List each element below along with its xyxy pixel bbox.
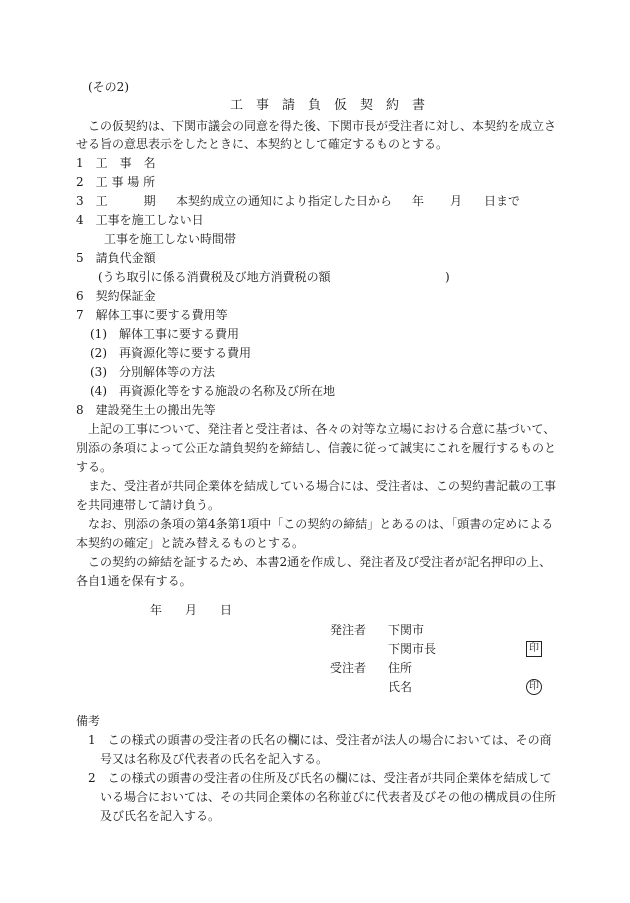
body-p2-line-1: また、受注者が共同企業体を結成している場合には、受注者は、この契約書記載の工事 — [88, 479, 557, 493]
item-demolition-cost-3: (3) 分別解体等の方法 — [90, 365, 215, 379]
contractor-name-label: 氏名 — [388, 680, 413, 694]
intro-line-2: せる旨の意思表示をしたときに、本契約として確定するものとする。 — [76, 137, 449, 151]
item-tax-amount: (うち取引に係る消費税及び地方消費税の額 — [98, 270, 331, 284]
item-period-year: 年 — [412, 194, 425, 208]
note-2-line-3: 及び氏名を記入する。 — [100, 809, 221, 823]
contractor-address-label: 住所 — [388, 661, 413, 675]
body-p2-line-2: を共同連帯して請け負う。 — [76, 498, 221, 512]
item-period-label: 3 工 期 — [76, 194, 156, 208]
note-2-line-2: いる場合においては、その共同企業体の名称並びに代表者及びその他の構成員の住所 — [100, 790, 557, 804]
orderer-name-2: 下関市長 — [388, 642, 437, 656]
item-contract-deposit: 6 契約保証金 — [76, 289, 156, 303]
body-p3-line-1: なお、別添の条項の第4条第1項中「この契約の締結」とあるのは、「頭書の定めによる — [88, 517, 554, 531]
item-demolition-cost-2: (2) 再資源化等に要する費用 — [90, 346, 251, 360]
item-period-day: 日まで — [484, 194, 521, 208]
form-number-label: (その2) — [88, 80, 129, 94]
item-period-month: 月 — [450, 194, 463, 208]
note-1-line-2: 号又は名称及び代表者の氏名を記入する。 — [100, 752, 329, 766]
body-p1-line-2: 別添の条項によって公正な請負契約を締結し、信義に従って誠実にこれを履行するものと — [76, 441, 557, 455]
item-surplus-soil: 8 建設発生土の搬出先等 — [76, 403, 216, 417]
body-p4-line-1: この契約の締結を証するため、本書2通を作成し、発注者及び受注者が記名押印の上、 — [88, 555, 552, 569]
body-p1-line-3: する。 — [76, 460, 113, 474]
orderer-label: 発注者 — [330, 623, 367, 637]
item-demolition-cost-1: (1) 解体工事に要する費用 — [90, 327, 239, 341]
item-no-work-days: 4 工事を施工しない日 — [76, 213, 204, 227]
item-contract-amount: 5 請負代金額 — [76, 251, 156, 265]
date-year: 年 — [150, 603, 163, 617]
item-demolition-cost-4: (4) 再資源化等をする施設の名称及び所在地 — [90, 384, 335, 398]
body-p1-line-1: 上記の工事について、発注者と受注者は、各々の対等な立場における合意に基づいて、 — [88, 422, 556, 436]
item-construction-name: 1 工 事 名 — [76, 156, 156, 170]
item-construction-site: 2 工 事 場 所 — [76, 175, 156, 189]
item-period-text: 本契約成立の通知により指定した日から — [176, 194, 393, 208]
intro-line-1: この仮契約は、下関市議会の同意を得た後、下関市長が受注者に対し、本契約を成立さ — [88, 119, 557, 133]
note-1-line-1: 1 この様式の頭書の受注者の氏名の欄には、受注者が法人の場合においては、その商 — [88, 733, 552, 747]
notes-heading: 備考 — [76, 714, 101, 728]
date-day: 日 — [220, 603, 233, 617]
contractor-label: 受注者 — [330, 661, 367, 675]
item-tax-amount-close: ) — [445, 270, 450, 284]
date-month: 月 — [185, 603, 198, 617]
body-p4-line-2: 各自1通を保有する。 — [76, 574, 192, 588]
document-title: 工 事 請 負 仮 契 約 書 — [230, 98, 426, 113]
round-seal-mark: 印 — [526, 679, 542, 695]
item-demolition-costs: 7 解体工事に要する費用等 — [76, 308, 228, 322]
body-p3-line-2: 本契約の確定」と読み替えるものとする。 — [76, 536, 305, 550]
orderer-name-1: 下関市 — [388, 623, 425, 637]
square-seal-mark: 印 — [526, 641, 542, 657]
note-2-line-1: 2 この様式の頭書の受注者の住所及び氏名の欄には、受注者が共同企業体を結成して — [88, 771, 552, 785]
item-no-work-hours: 工事を施工しない時間帯 — [104, 232, 237, 246]
